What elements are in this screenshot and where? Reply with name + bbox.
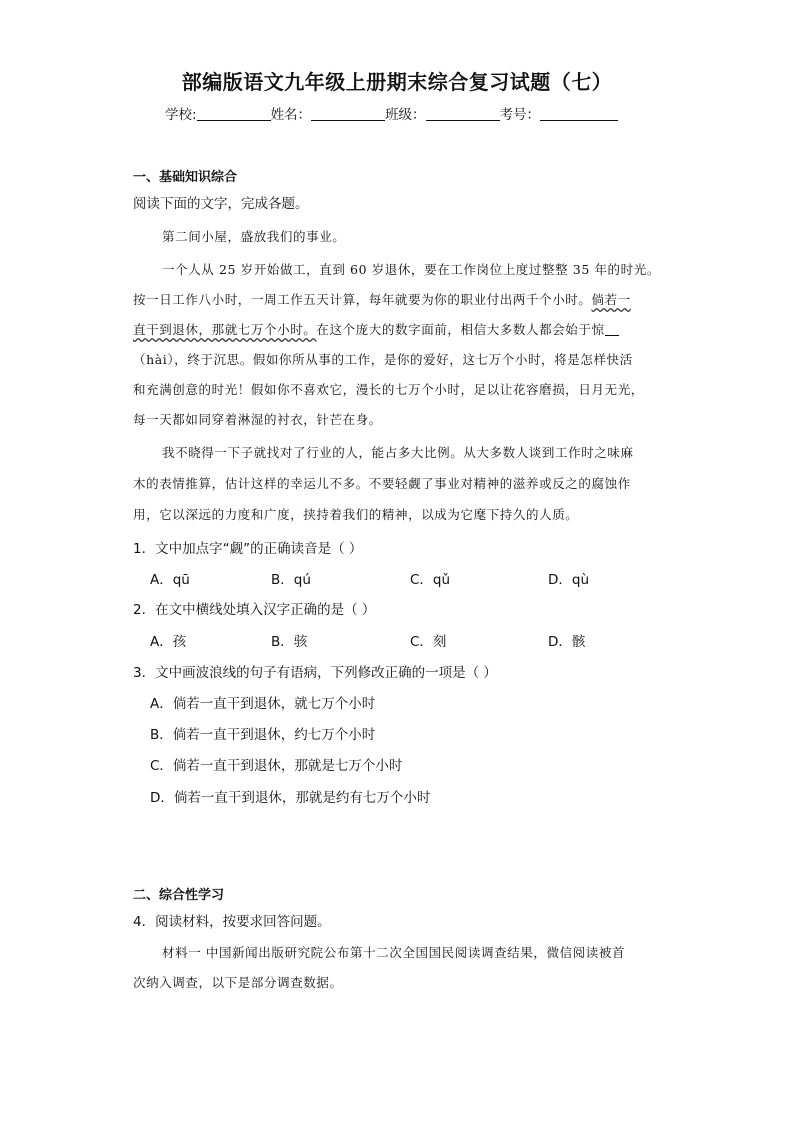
passage-paragraph-1: 第二间小屋，盛放我们的事业。 xyxy=(162,229,346,244)
passage-text: 在这个庞大的数字面前，相信大多数人都会始于惊 xyxy=(316,322,605,337)
question-3-option-b[interactable]: B．倘若一直干到退休，约七万个小时 xyxy=(150,727,376,743)
wavy-underlined-sentence: 倘若一 xyxy=(591,292,631,307)
number-blank[interactable] xyxy=(540,107,618,121)
question-1-option-c[interactable]: C．qǔ xyxy=(410,572,451,588)
section-instruction: 阅读下面的文字，完成各题。 xyxy=(133,196,309,212)
name-blank[interactable] xyxy=(311,107,385,121)
question-2-option-a[interactable]: A．孩 xyxy=(150,634,187,650)
passage-line: 木的表情推算，估计这样的幸运儿不多。不要轻觑了事业对精神的滋养或反之的腐蚀作 xyxy=(133,476,631,491)
question-2-option-c[interactable]: C．刻 xyxy=(410,634,447,650)
passage-line: 和充满创意的时光！假如你不喜欢它，漫长的七万个小时，足以让花容磨损，日月无光， xyxy=(133,382,644,397)
question-2-option-b[interactable]: B．骇 xyxy=(271,634,308,650)
question-3-stem: 3．文中画波浪线的句子有语病，下列修改正确的一项是（ ） xyxy=(133,665,497,681)
section-heading-2: 二、综合性学习 xyxy=(133,888,225,903)
passage-line xyxy=(133,320,619,338)
passage-line xyxy=(133,290,631,308)
class-blank[interactable] xyxy=(426,107,500,121)
passage-line: 每一天都如同穿着淋湿的衬衣，针芒在身。 xyxy=(133,412,382,427)
question-2-option-d[interactable]: D．骸 xyxy=(548,634,586,650)
passage-line: （hài），终于沉思。假如你所从事的工作，是你的爱好，这七万个小时，将是怎样快活 xyxy=(133,352,633,367)
student-info-line xyxy=(165,103,618,123)
material-line: 次纳入调查，以下是部分调查数据。 xyxy=(133,975,343,990)
question-3-option-a[interactable]: A．倘若一直干到退休，就七万个小时 xyxy=(150,696,376,712)
material-line: 材料一 中国新闻出版研究院公布第十二次全国国民阅读调查结果，微信阅读被首 xyxy=(162,945,626,960)
fill-blank-line[interactable] xyxy=(605,323,619,336)
page-title: 部编版语文九年级上册期末综合复习试题（七） xyxy=(181,70,613,94)
question-2-stem: 2．在文中横线处填入汉字正确的是（ ） xyxy=(133,602,376,618)
school-label: 学校: xyxy=(165,107,197,123)
question-3-option-c[interactable]: C．倘若一直干到退休，那就是七万个小时 xyxy=(150,758,403,774)
question-1-option-d[interactable]: D．qù xyxy=(548,572,590,588)
question-3-option-d[interactable]: D．倘若一直干到退休，那就是约有七万个小时 xyxy=(150,790,431,806)
number-label: 考号： xyxy=(499,107,541,123)
question-1-option-b[interactable]: B．qú xyxy=(271,572,311,588)
question-1-stem: 1．文中加点字“觑”的正确读音是（ ） xyxy=(133,541,363,557)
question-1-option-a[interactable]: A．qū xyxy=(150,572,190,588)
school-blank[interactable] xyxy=(197,107,271,121)
passage-text: 按一日工作八小时，一周工作五天计算，每年就要为你的职业付出两千个小时。 xyxy=(133,292,592,307)
class-label: 班级： xyxy=(385,107,426,123)
section-heading-1: 一、基础知识综合 xyxy=(133,170,238,185)
question-4-stem: 4．阅读材料，按要求回答问题。 xyxy=(133,914,331,930)
name-label: 姓名： xyxy=(270,107,312,123)
passage-line: 一个人从 25 岁开始做工，直到 60 岁退休，要在工作岗位上度过整整 35 年的时光。 xyxy=(162,262,660,277)
passage-line: 用，它以深远的力度和广度，挟持着我们的精神，以成为它麾下持久的人质。 xyxy=(133,507,579,522)
wavy-underlined-sentence: 直干到退休，那就七万个小时。 xyxy=(133,322,317,337)
passage-line: 我不晓得一下子就找对了行业的人，能占多大比例。从大多数人谈到工作时之味麻 xyxy=(162,445,634,460)
